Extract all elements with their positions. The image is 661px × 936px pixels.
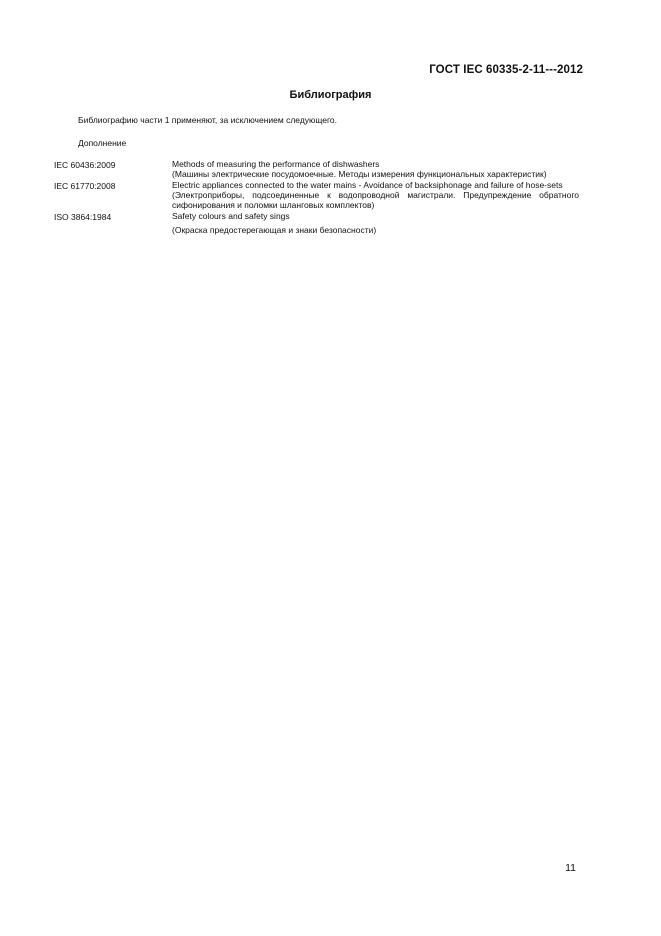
reference-title: Methods of measuring the performance of dishwashers xyxy=(172,159,380,169)
page-number: 11 xyxy=(565,862,576,874)
reference-translation: (Окраска предостерегающая и знаки безопасности) xyxy=(172,225,377,235)
reference-entry xyxy=(54,211,579,235)
reference-body xyxy=(172,211,579,235)
reference-code: IEC 60436:2009 xyxy=(54,160,116,170)
reference-translation: (Электроприборы, подсоединенные к водопроводной магистрали. Предупреждение обратного сифонирования и поломки шланговых комплектов) xyxy=(172,190,579,210)
intro-paragraph: Библиографию части 1 применяют, за исключением следующего. xyxy=(78,115,338,125)
reference-body xyxy=(172,159,579,179)
document-code: ГОСТ IEC 60335-2-11---2012 xyxy=(429,64,583,76)
reference-code: ISO 3864:1984 xyxy=(54,212,112,222)
reference-title: Electric appliances connected to the water mains - Avoidance of backsiphonage and failure of hose-sets xyxy=(172,180,563,190)
reference-title: Safety colours and safety sings xyxy=(172,211,290,221)
reference-body xyxy=(172,180,579,210)
page-title: Библиография xyxy=(289,89,372,101)
reference-translation: (Машины электрические посудомоечные. Методы измерения функциональных характеристик) xyxy=(172,169,547,179)
addition-label: Дополнение xyxy=(78,138,127,148)
reference-entry xyxy=(54,180,579,210)
reference-code: IEC 61770:2008 xyxy=(54,181,116,191)
reference-entry xyxy=(54,159,579,179)
reference-list xyxy=(54,159,579,236)
